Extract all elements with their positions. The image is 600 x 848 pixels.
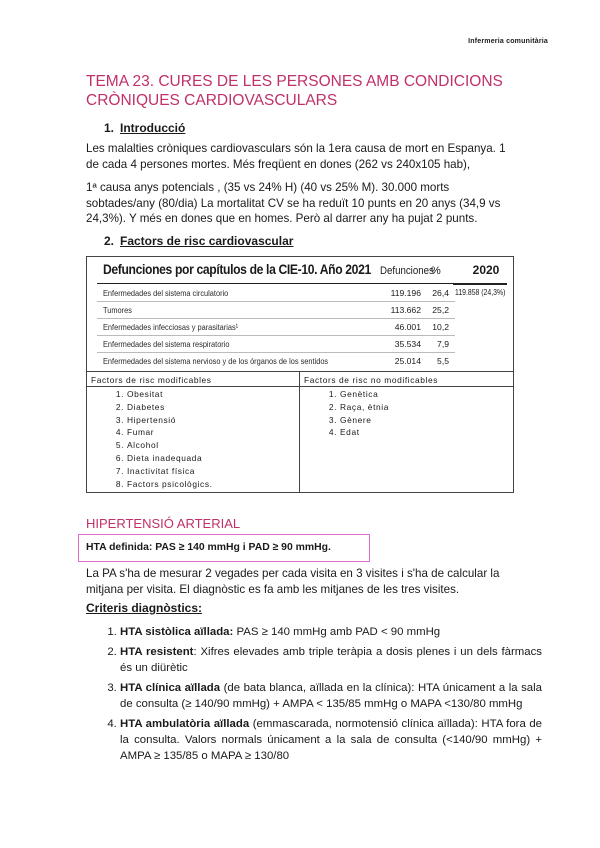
stats-col-pct: % [431, 265, 441, 277]
stats-row-deaths: 113.662 [390, 305, 421, 315]
stats-row-pct: 25,2 [432, 305, 449, 315]
criterion-text: (emmascarada, normotensió clínica aïllada): HTA fora de la consulta. Valors normals únicament a la sala de consulta (<140/90 mmHg) + AMPA ≥ 135/85 o MAPA ≥ 130/80 [120, 718, 542, 762]
stats-row-deaths: 46.001 [394, 322, 421, 332]
hta-definition-box: HTA definida: PAS ≥ 140 mmHg i PAD ≥ 90 mmHg. [78, 534, 370, 562]
stats-row-label: Enfermedades del sistema nervioso y de los órganos de los sentidos [103, 356, 329, 366]
risk-factors-table [86, 372, 514, 493]
stats-col-2020: 2020 [472, 263, 500, 277]
modifiable-factors-column [87, 372, 300, 492]
criterion-term: HTA ambulatòria aïllada [120, 718, 250, 730]
list-item [120, 644, 542, 676]
stats-row-2020: 119.858 (24,3%) [455, 288, 506, 297]
stats-row [103, 336, 503, 353]
intro-paragraph-1: Les malalties cròniques cardiovasculars són la 1era causa de mort en Espanya. 1 de cada 4 persones mortes. Més freqüent en dones (262 vs 240x105 hab), [86, 142, 506, 171]
criterion-term: HTA clínica aïllada [120, 682, 221, 694]
stats-row-deaths: 35.534 [394, 339, 421, 349]
stats-row [103, 353, 503, 370]
stats-row-label: Enfermedades infecciosas y parasitarias¹ [103, 322, 239, 332]
hta-paragraph: La PA s'ha de mesurar 2 vegades per cada visita en 3 visites i s'ha de calcular la mitjana per visita. El diagnòstic es fa amb les mitjanes de les tres visites. [86, 567, 500, 596]
criteria-list [100, 624, 542, 768]
criterion-text: : Xifres elevades amb triple teràpia a dosis plenes i un dels fàrmacs és un diürètic [120, 646, 542, 674]
section-heading-intro [104, 121, 185, 135]
criterion-term: HTA sistòlica aïllada: [120, 626, 234, 638]
criterion-text: (de bata blanca, aïllada en la clínica): HTA únicament a la sala de consulta (≥ 140/90 mmHg) + AMPA < 135/85 mmHg o MAPA <130/80 mmHg [120, 682, 542, 710]
list-item: 1. Genètica [340, 388, 513, 401]
list-item: 2. Diabetes [127, 401, 299, 414]
stats-row-label: Tumores [103, 305, 132, 315]
non-modifiable-factors-header: Factors de risc no modificables [300, 372, 513, 387]
criterion-text: PAS ≥ 140 mmHg amb PAD < 90 mmHg [233, 626, 441, 638]
list-item: 4. Fumar [127, 426, 299, 439]
mortality-stats-image [86, 256, 514, 372]
section-number: 1. [104, 121, 115, 135]
list-item: 3. Gènere [340, 414, 513, 427]
list-item: 1. Obesitat [127, 388, 299, 401]
stats-row-deaths: 119.196 [390, 288, 421, 298]
intro-paragraph-2: 1ª causa anys potencials , (35 vs 24% H) (40 vs 25% M). 30.000 morts sobtades/any (80/dia) La mortalitat CV se ha reduït 10 punts en 20 anys (34,9 vs 24,3%). Y més en dones que en homes. Però al darrer any ha pujat 2 punts. [86, 181, 501, 225]
non-modifiable-factors-list [300, 388, 513, 439]
list-item: 3. Hipertensió [127, 414, 299, 427]
list-item: 7. Inactivitat física [127, 465, 299, 478]
list-item: 2. Raça, ètnia [340, 401, 513, 414]
criterion-term: HTA resistent [120, 646, 194, 658]
hta-body [86, 566, 516, 605]
running-header: Infermeria comunitària [468, 38, 548, 45]
stats-row [103, 285, 506, 302]
list-item: 4. Edat [340, 426, 513, 439]
list-item [120, 624, 542, 640]
section-heading-risk [104, 234, 293, 248]
criteria-label: Criteris diagnòstics: [86, 601, 203, 615]
intro-body [86, 141, 516, 235]
hta-heading: HIPERTENSIÓ ARTERIAL [86, 516, 241, 531]
section-title: Introducció [120, 121, 186, 135]
list-item [120, 680, 542, 712]
stats-row-pct: 7,9 [437, 339, 449, 349]
stats-row [103, 319, 503, 336]
list-item [120, 716, 542, 764]
modifiable-factors-header: Factors de risc modificables [87, 372, 299, 387]
stats-col-deaths: Defunciones [380, 265, 434, 277]
stats-divider [97, 283, 453, 284]
stats-row-pct: 26,4 [432, 288, 449, 298]
page-title: TEMA 23. CURES DE LES PERSONES AMB CONDICIONS CRÒNIQUES CARDIOVASCULARS [86, 73, 503, 109]
stats-row-pct: 10,2 [432, 322, 449, 332]
list-item: 8. Factors psicològics. [127, 478, 299, 491]
stats-row-deaths: 25.014 [394, 356, 421, 366]
stats-row [103, 302, 503, 319]
list-item: 5. Alcohol [127, 439, 299, 452]
section-title: Factors de risc cardiovascular [120, 234, 294, 248]
list-item: 6. Dieta inadequada [127, 452, 299, 465]
stats-row-label: Enfermedades del sistema respiratorio [103, 339, 230, 349]
modifiable-factors-list [87, 388, 299, 490]
non-modifiable-factors-column [300, 372, 513, 492]
section-number: 2. [104, 234, 115, 248]
stats-title: Defunciones por capítulos de la CIE-10. Año 2021 [103, 262, 371, 277]
stats-row-pct: 5,5 [437, 356, 449, 366]
stats-row-label: Enfermedades del sistema circulatorio [103, 288, 229, 298]
